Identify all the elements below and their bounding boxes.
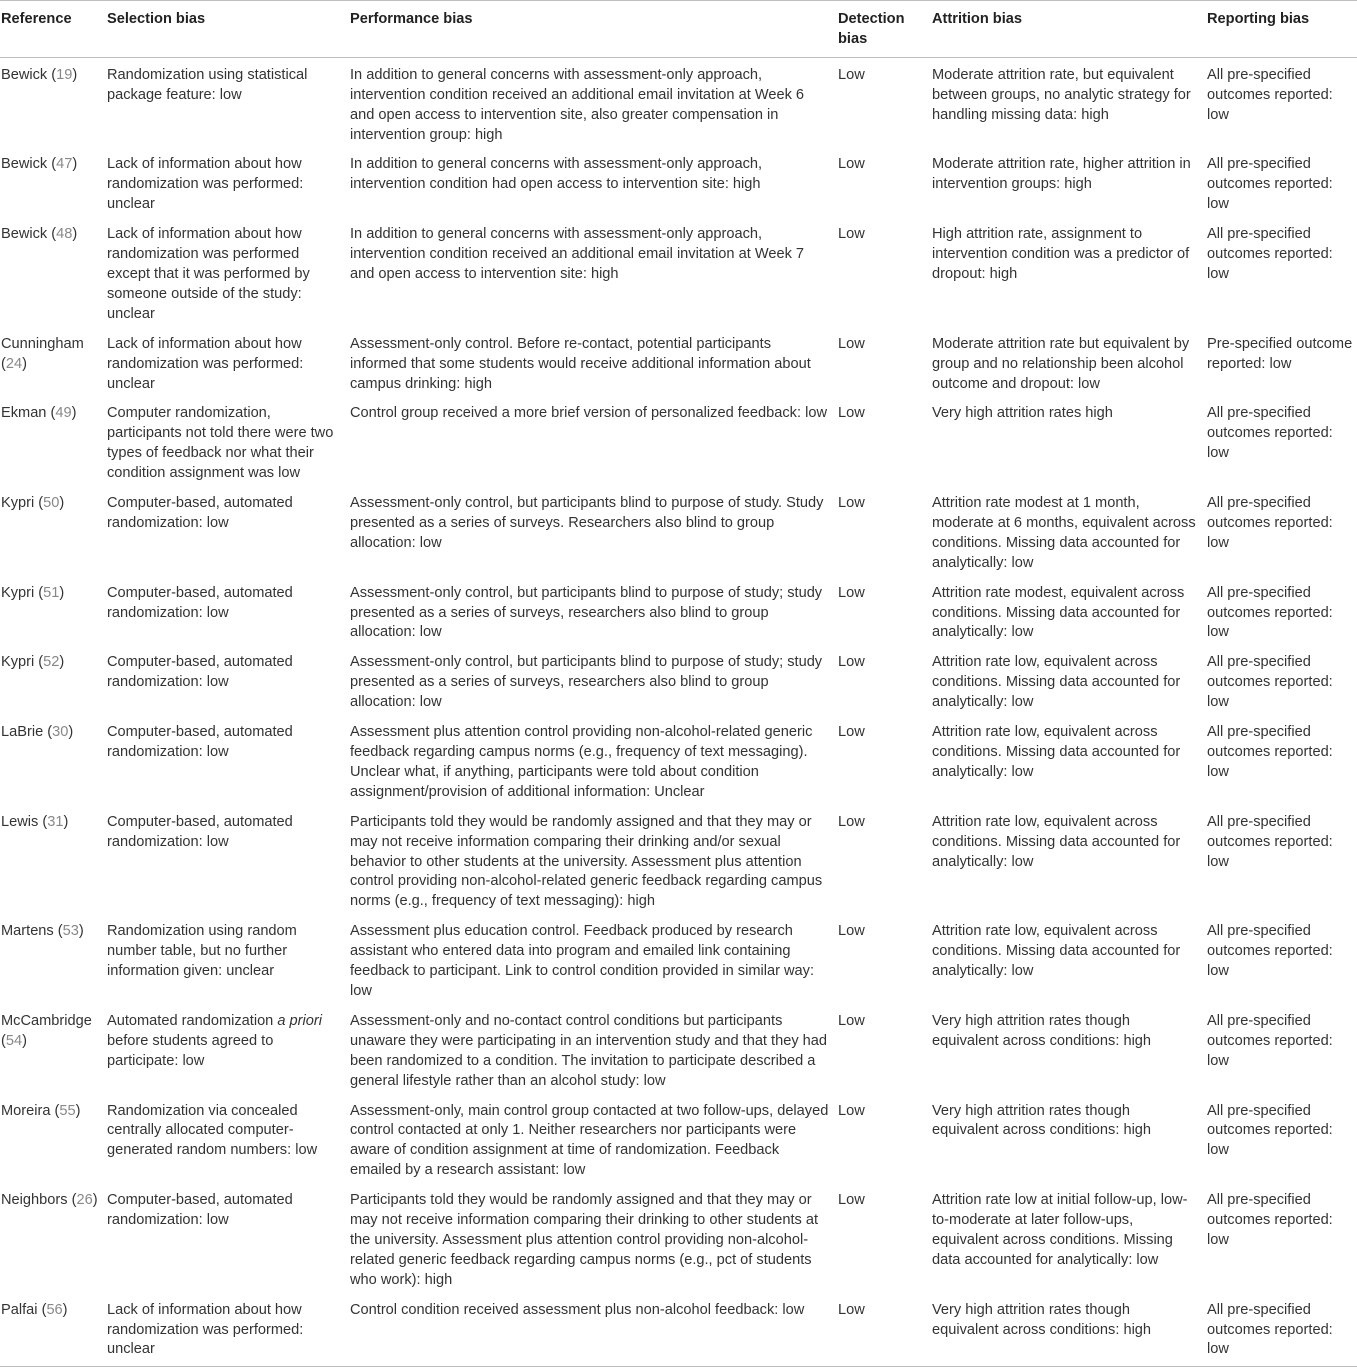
selection-text: Lack of information about how randomization was performed: unclear xyxy=(107,335,304,392)
table-row xyxy=(0,217,1357,327)
performance-bias-cell: Assessment-only, main control group contacted at two follow-ups, delayed control contacted at only 1. Neither researchers nor participants were aware of condition assignment at time of randomization. Feedback emailed by a research assistant: low xyxy=(350,1102,829,1179)
attrition-bias-cell: Very high attrition rates high xyxy=(932,405,1113,422)
reporting-bias-cell: All pre-specified outcomes reported: low xyxy=(1207,1192,1333,1248)
header-performance-bias: Performance bias xyxy=(350,11,473,27)
reference-cell: LaBrie (30) xyxy=(1,724,74,741)
selection-text: Lack of information about how randomization was performed: unclear xyxy=(107,1301,304,1358)
selection-bias-cell xyxy=(107,147,350,217)
reference-cell: Kypri (52) xyxy=(1,654,65,671)
author-name: Bewick xyxy=(1,156,48,173)
citation-number: 31 xyxy=(47,813,64,830)
table-row xyxy=(0,1004,1357,1094)
attrition-bias-cell: Attrition rate modest, equivalent across conditions. Missing data accounted for analytically: low xyxy=(932,584,1185,641)
selection-bias-cell xyxy=(107,396,350,486)
author-name: Bewick xyxy=(1,226,48,243)
author-name: Lewis xyxy=(1,813,39,830)
attrition-bias-cell: Attrition rate modest at 1 month, moderate at 6 months, equivalent across conditions. Missing data accounted for analytically: low xyxy=(932,495,1196,571)
citation-number: 24 xyxy=(5,355,23,372)
performance-bias-cell: Participants told they would be randomly assigned and that they may or may not receive information comparing their drinking and/or sexual behavior to other students at the university. Assessment plus attention control providing non-alcohol-related generic feedback regarding campus norms (e.g., frequency of text messaging): high xyxy=(350,813,823,910)
header-reference: Reference xyxy=(1,11,72,27)
table-row xyxy=(0,805,1357,915)
selection-bias-cell xyxy=(107,805,350,915)
author-name: Palfai xyxy=(1,1301,38,1318)
reference-cell: Kypri (50) xyxy=(1,495,65,512)
selection-bias-cell xyxy=(107,327,350,397)
attrition-bias-cell: Moderate attrition rate, higher attrition in intervention groups: high xyxy=(932,156,1191,193)
reporting-bias-cell: All pre-specified outcomes reported: low xyxy=(1207,923,1333,980)
citation-number: 26 xyxy=(76,1192,93,1209)
selection-text: Automated randomization xyxy=(107,1012,278,1029)
attrition-bias-cell: Attrition rate low, equivalent across conditions. Missing data accounted for analytically: low xyxy=(932,923,1181,980)
citation-number: 54 xyxy=(5,1032,23,1049)
reporting-bias-cell: All pre-specified outcomes reported: low xyxy=(1207,1301,1333,1358)
reporting-bias-cell: All pre-specified outcomes reported: low xyxy=(1207,584,1333,641)
reporting-bias-cell: All pre-specified outcomes reported: low xyxy=(1207,156,1333,213)
citation-number: 48 xyxy=(56,226,73,243)
attrition-bias-cell: Moderate attrition rate, but equivalent between groups, no analytic strategy for handling missing data: high xyxy=(932,66,1191,123)
author-name: Kypri xyxy=(1,584,35,601)
selection-bias-cell xyxy=(107,1004,350,1094)
selection-text: Randomization using random number table, but no further information given: unclear xyxy=(107,923,297,980)
table-body xyxy=(0,57,1357,1367)
reference-cell: Moreira (55) xyxy=(1,1102,81,1119)
selection-text-continued: before students agreed to participate: low xyxy=(107,1032,274,1069)
reporting-bias-cell: All pre-specified outcomes reported: low xyxy=(1207,813,1333,870)
author-name: Neighbors xyxy=(1,1192,68,1209)
attrition-bias-cell: Attrition rate low, equivalent across conditions. Missing data accounted for analytically: low xyxy=(932,813,1181,870)
reference-cell: McCambridge (54) xyxy=(1,1012,92,1049)
header-selection-bias: Selection bias xyxy=(107,11,206,27)
reporting-bias-cell: All pre-specified outcomes reported: low xyxy=(1207,495,1333,551)
author-name: Moreira xyxy=(1,1102,51,1119)
detection-bias-cell: Low xyxy=(838,335,865,352)
citation-number: 50 xyxy=(43,495,60,512)
performance-bias-cell: Assessment-only control. Before re-contact, potential participants informed that some students would receive additional information about campus drinking: high xyxy=(350,335,811,392)
table-row xyxy=(0,486,1357,576)
selection-bias-cell xyxy=(107,57,350,147)
detection-bias-cell: Low xyxy=(838,1301,865,1318)
author-name: Kypri xyxy=(1,495,35,512)
reference-cell: Lewis (31) xyxy=(1,813,69,830)
author-name: Martens xyxy=(1,923,54,940)
detection-bias-cell: Low xyxy=(838,584,865,601)
reference-cell: Bewick (47) xyxy=(1,156,78,173)
performance-bias-cell: Assessment plus attention control providing non-alcohol-related generic feedback regarding campus norms (e.g., frequency of text messaging). Unclear what, if anything, participants were told about condition assignment/provision of additional information: Unclear xyxy=(350,724,813,800)
selection-bias-cell xyxy=(107,486,350,576)
reference-cell: Bewick (48) xyxy=(1,226,78,243)
selection-text: Computer-based, automated randomization: low xyxy=(107,654,293,691)
detection-bias-cell: Low xyxy=(838,724,865,741)
citation-number: 30 xyxy=(52,724,69,741)
table-row xyxy=(0,327,1357,397)
header-row xyxy=(0,1,1357,58)
reporting-bias-cell: All pre-specified outcomes reported: low xyxy=(1207,226,1333,282)
performance-bias-cell: Assessment-only control, but participants blind to purpose of study; study presented as a series of surveys, researchers also blind to group allocation: low xyxy=(350,654,823,711)
performance-bias-cell: Participants told they would be randomly assigned and that they may or may not receive information comparing their drinking to other students at the university. Assessment plus attention control providing non-alcohol-related generic feedback regarding campus norms (e.g., pct of students who work): high xyxy=(350,1192,819,1288)
reference-cell: Palfai (56) xyxy=(1,1301,68,1318)
detection-bias-cell: Low xyxy=(838,156,865,173)
citation-number: 55 xyxy=(59,1102,76,1119)
selection-text: Computer-based, automated randomization: low xyxy=(107,1192,293,1229)
author-name: McCambridge xyxy=(1,1012,92,1029)
reference-cell: Martens (53) xyxy=(1,923,84,940)
selection-bias-cell xyxy=(107,645,350,715)
detection-bias-cell: Low xyxy=(838,1102,865,1119)
reporting-bias-cell: All pre-specified outcomes reported: low xyxy=(1207,405,1333,462)
reporting-bias-cell: All pre-specified outcomes reported: low xyxy=(1207,66,1333,123)
reporting-bias-cell: All pre-specified outcomes reported: low xyxy=(1207,724,1333,780)
performance-bias-cell: In addition to general concerns with assessment-only approach, intervention condition received an additional email invitation at Week 6 and open access to intervention site, also greater compensation in intervention group: high xyxy=(350,66,805,143)
attrition-bias-cell: High attrition rate, assignment to intervention condition was a predictor of dropout: high xyxy=(932,226,1190,282)
table-row xyxy=(0,715,1357,805)
attrition-bias-cell: Very high attrition rates though equivalent across conditions: high xyxy=(932,1301,1152,1338)
selection-bias-cell xyxy=(107,914,350,1004)
reference-cell: Kypri (51) xyxy=(1,584,65,601)
detection-bias-cell: Low xyxy=(838,495,865,512)
table-row xyxy=(0,576,1357,646)
reporting-bias-cell: All pre-specified outcomes reported: low xyxy=(1207,1102,1333,1159)
reference-cell: Ekman (49) xyxy=(1,405,77,422)
selection-text: Lack of information about how randomization was performed except that it was performed by someone outside of the study: unclear xyxy=(107,226,310,322)
detection-bias-cell: Low xyxy=(838,226,865,243)
header-attrition-bias: Attrition bias xyxy=(932,11,1022,27)
attrition-bias-cell: Moderate attrition rate but equivalent by group and no relationship been alcohol outcome and dropout: low xyxy=(932,335,1190,392)
citation-number: 51 xyxy=(43,584,60,601)
detection-bias-cell: Low xyxy=(838,66,865,83)
attrition-bias-cell: Very high attrition rates though equivalent across conditions: high xyxy=(932,1102,1152,1139)
table-row xyxy=(0,57,1357,147)
selection-text: Randomization via concealed centrally allocated computer-generated random numbers: low xyxy=(107,1102,318,1159)
detection-bias-cell: Low xyxy=(838,813,865,830)
detection-bias-cell: Low xyxy=(838,1012,865,1029)
performance-bias-cell: Control condition received assessment plus non-alcohol feedback: low xyxy=(350,1301,805,1318)
selection-italic-text: a priori xyxy=(277,1012,322,1029)
selection-text: Computer-based, automated randomization: low xyxy=(107,495,293,531)
selection-bias-cell xyxy=(107,1183,350,1293)
selection-text: Computer-based, automated randomization: low xyxy=(107,813,293,850)
performance-bias-cell: Control group received a more brief version of personalized feedback: low xyxy=(350,405,827,422)
citation-number: 19 xyxy=(56,66,73,83)
detection-bias-cell: Low xyxy=(838,1192,865,1209)
reporting-bias-cell: All pre-specified outcomes reported: low xyxy=(1207,1012,1333,1069)
performance-bias-cell: In addition to general concerns with assessment-only approach, intervention condition received an additional email invitation at Week 7 and open access to intervention site: high xyxy=(350,226,805,282)
selection-text: Lack of information about how randomization was performed: unclear xyxy=(107,156,304,213)
reference-cell: Neighbors (26) xyxy=(1,1192,98,1209)
selection-bias-cell xyxy=(107,217,350,327)
table-header xyxy=(0,1,1357,58)
author-name: Kypri xyxy=(1,654,35,671)
citation-number: 53 xyxy=(62,923,79,940)
author-name: LaBrie xyxy=(1,724,44,741)
reference-cell: Cunningham (24) xyxy=(1,335,84,372)
table-row xyxy=(0,645,1357,715)
table-row xyxy=(0,1094,1357,1184)
attrition-bias-cell: Attrition rate low, equivalent across conditions. Missing data accounted for analytically: low xyxy=(932,724,1181,780)
attrition-bias-cell: Attrition rate low, equivalent across conditions. Missing data accounted for analytically: low xyxy=(932,654,1181,711)
header-reporting-bias: Reporting bias xyxy=(1207,11,1310,27)
performance-bias-cell: Assessment-only and no-contact control conditions but participants unaware they were participating in an intervention study and that they had been randomized to a condition. The invitation to participate described a general lifestyle rather than an alcohol study: low xyxy=(350,1012,828,1089)
performance-bias-cell: Assessment-only control, but participants blind to purpose of study. Study presented as a series of surveys. Researchers also blind to group allocation: low xyxy=(350,495,824,551)
reference-cell: Bewick (19) xyxy=(1,66,78,83)
detection-bias-cell: Low xyxy=(838,923,865,940)
selection-bias-cell xyxy=(107,576,350,646)
header-detection-bias: Detection bias xyxy=(838,11,905,47)
performance-bias-cell: In addition to general concerns with assessment-only approach, intervention condition had open access to intervention site: high xyxy=(350,156,763,193)
author-name: Cunningham xyxy=(1,335,84,352)
citation-number: 52 xyxy=(43,654,60,671)
citation-number: 49 xyxy=(55,405,72,422)
table-row xyxy=(0,396,1357,486)
selection-text: Computer randomization, participants not told there were two types of feedback nor what their condition assignment was low xyxy=(107,405,334,482)
detection-bias-cell: Low xyxy=(838,405,865,422)
table-row xyxy=(0,147,1357,217)
selection-text: Randomization using statistical package feature: low xyxy=(107,66,308,103)
performance-bias-cell: Assessment-only control, but participants blind to purpose of study; study presented as a series of surveys, researchers also blind to group allocation: low xyxy=(350,584,823,641)
table-row xyxy=(0,914,1357,1004)
detection-bias-cell: Low xyxy=(838,654,865,671)
reporting-bias-cell: All pre-specified outcomes reported: low xyxy=(1207,654,1333,711)
author-name: Ekman xyxy=(1,405,47,422)
reporting-bias-cell: Pre-specified outcome reported: low xyxy=(1207,335,1353,372)
attrition-bias-cell: Very high attrition rates though equivalent across conditions: high xyxy=(932,1012,1152,1049)
citation-number: 47 xyxy=(56,156,73,173)
attrition-bias-cell: Attrition rate low at initial follow-up, low-to-moderate at later follow-ups, equivalent across conditions. Missing data accounted for analytically: low xyxy=(932,1192,1188,1268)
selection-bias-cell xyxy=(107,715,350,805)
author-name: Bewick xyxy=(1,66,48,83)
selection-bias-cell xyxy=(107,1094,350,1184)
performance-bias-cell: Assessment plus education control. Feedback produced by research assistant who entered data into program and emailed link containing feedback to participant. Link to control condition provided in similar way: low xyxy=(350,923,814,999)
citation-number: 56 xyxy=(46,1301,63,1318)
table-row xyxy=(0,1183,1357,1293)
selection-text: Computer-based, automated randomization: low xyxy=(107,724,293,760)
selection-text: Computer-based, automated randomization: low xyxy=(107,584,293,621)
